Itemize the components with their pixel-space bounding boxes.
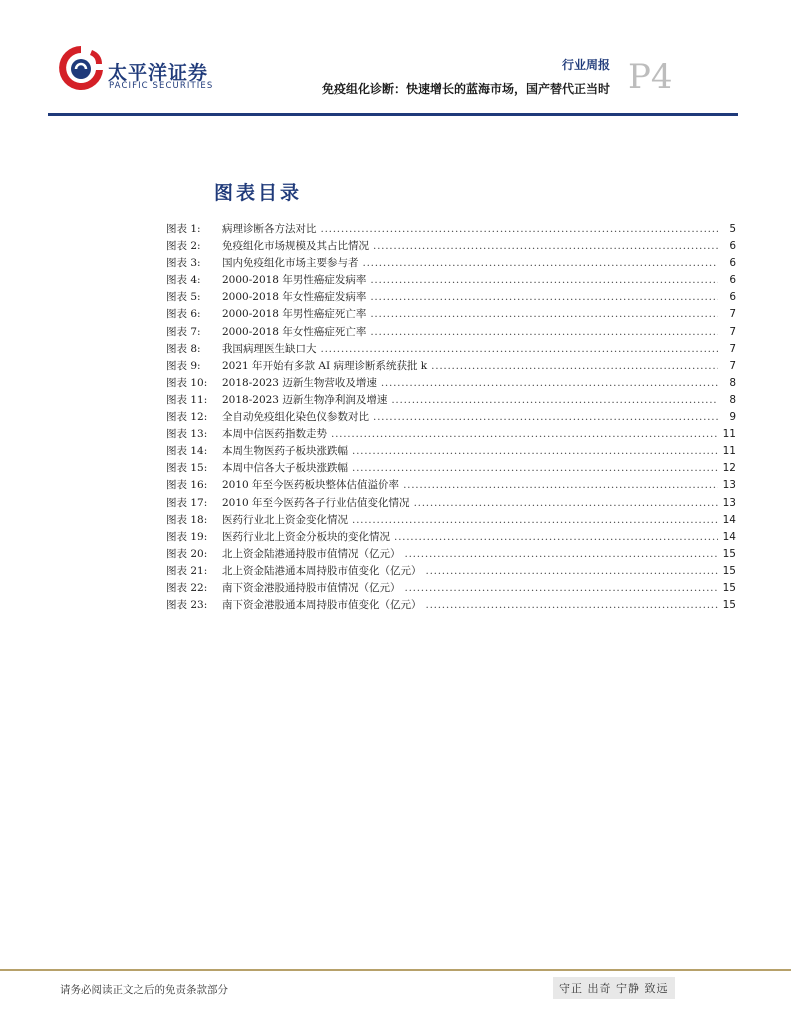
- toc-entry-title: 南下资金港股通本周持股市值变化（亿元）: [222, 599, 422, 612]
- report-type: 行业周报: [561, 58, 610, 72]
- toc-entry-title: 北上资金陆港通本周持股市值变化（亿元）: [222, 564, 422, 577]
- toc-entry-label: 图表 21:: [166, 564, 208, 577]
- toc-entry-page: 9: [729, 411, 736, 424]
- toc-entry[interactable]: [166, 477, 736, 494]
- toc-entry-page: 15: [722, 581, 736, 594]
- toc-entry-label: 图表 8:: [166, 342, 201, 355]
- page-number-mark: P4: [628, 57, 673, 97]
- toc-entry-label: 图表 19:: [166, 530, 208, 543]
- toc-entry-page: 14: [722, 530, 736, 543]
- toc-entry-label: 图表 22:: [166, 581, 208, 594]
- toc-entry-label: 图表 1:: [166, 223, 201, 235]
- toc-entry-page: 13: [722, 479, 736, 492]
- toc-leader-dots: [431, 360, 718, 372]
- toc-entry-title: 北上资金陆港通持股市值情况（亿元）: [222, 547, 401, 560]
- toc-leader-dots: [381, 377, 718, 389]
- toc-entry-title: 我国病理医生缺口大: [222, 342, 317, 355]
- toc-leader-dots: [391, 394, 718, 406]
- toc-entry[interactable]: [166, 426, 736, 443]
- toc-entry-page: 7: [729, 342, 736, 355]
- toc-entry[interactable]: [166, 443, 736, 460]
- brand-name-cn: 太平洋证券: [108, 62, 209, 84]
- report-title: 免疫组化诊断：快速增长的蓝海市场，国产替代正当时: [321, 82, 610, 96]
- toc-entry-page: 6: [729, 274, 736, 287]
- toc-entry-label: 图表 23:: [166, 599, 208, 612]
- toc-leader-dots: [331, 428, 718, 440]
- toc-entry-label: 图表 5:: [166, 291, 201, 304]
- toc-entry-label: 图表 9:: [166, 359, 201, 372]
- toc-entry-title: 本周生物医药子板块涨跌幅: [222, 445, 348, 458]
- toc-entry[interactable]: [166, 512, 736, 529]
- toc-leader-dots: [352, 514, 718, 526]
- toc-leader-dots: [321, 223, 719, 235]
- toc-leader-dots: [394, 531, 718, 543]
- toc-entry-label: 图表 7:: [166, 325, 201, 338]
- toc-entry[interactable]: [166, 375, 736, 392]
- toc-entry[interactable]: [166, 529, 736, 546]
- toc-entry-label: 图表 16:: [166, 479, 208, 492]
- toc-entry-title: 2000-2018 年女性癌症死亡率: [222, 325, 367, 338]
- toc-entry-label: 图表 4:: [166, 274, 201, 287]
- toc-entry-title: 2010 年至今医药板块整体估值溢价率: [222, 479, 400, 492]
- toc-leader-dots: [370, 274, 718, 286]
- footer-divider: [0, 969, 791, 971]
- toc-entry-title: 本周中信各大子板块涨跌幅: [222, 462, 348, 475]
- toc-entry-page: 15: [722, 564, 736, 577]
- table-of-figures: [166, 221, 736, 614]
- page-header: [0, 0, 791, 120]
- toc-entry-label: 图表 17:: [166, 496, 208, 509]
- toc-entry-title: 全自动免疫组化染色仪参数对比: [222, 411, 369, 424]
- toc-entry[interactable]: [166, 272, 736, 289]
- toc-entry-title: 南下资金港股通持股市值情况（亿元）: [222, 581, 401, 594]
- toc-entry-label: 图表 3:: [166, 257, 201, 270]
- toc-entry-title: 2021 年开始有多款 AI 病理诊断系统获批 k: [222, 359, 428, 372]
- toc-leader-dots: [403, 479, 718, 491]
- toc-entry-page: 11: [722, 428, 736, 441]
- toc-leader-dots: [426, 565, 719, 577]
- toc-leader-dots: [363, 257, 719, 269]
- toc-entry-title: 2018-2023 迈新生物营收及增速: [222, 376, 377, 389]
- toc-entry-page: 8: [729, 376, 736, 389]
- toc-entry[interactable]: [166, 306, 736, 323]
- toc-entry-title: 2000-2018 年男性癌症发病率: [222, 274, 367, 287]
- toc-entry-label: 图表 11:: [166, 393, 208, 406]
- toc-leader-dots: [405, 548, 719, 560]
- toc-entry-page: 6: [729, 257, 736, 270]
- toc-leader-dots: [321, 343, 719, 355]
- toc-entry-page: 12: [722, 462, 736, 475]
- toc-entry-label: 图表 20:: [166, 547, 208, 560]
- toc-entry[interactable]: [166, 597, 736, 614]
- toc-leader-dots: [373, 411, 718, 423]
- toc-entry-label: 图表 10:: [166, 376, 208, 389]
- toc-entry-page: 11: [722, 445, 736, 458]
- toc-entry-page: 5: [729, 223, 736, 235]
- toc-entry-title: 2000-2018 年女性癌症发病率: [222, 291, 367, 304]
- toc-entry-page: 15: [722, 547, 736, 560]
- toc-entry-label: 图表 2:: [166, 240, 201, 253]
- pacific-securities-logo: [56, 44, 106, 92]
- toc-entry[interactable]: [166, 255, 736, 272]
- toc-leader-dots: [352, 445, 718, 457]
- toc-entry[interactable]: [166, 392, 736, 409]
- toc-entry-page: 7: [729, 308, 736, 321]
- toc-entry-title: 本周中信医药指数走势: [222, 428, 327, 441]
- toc-heading: 图表目录: [214, 182, 303, 204]
- toc-leader-dots: [352, 462, 718, 474]
- toc-entry-page: 13: [722, 496, 736, 509]
- toc-leader-dots: [373, 240, 718, 252]
- toc-entry-title: 医药行业北上资金分板块的变化情况: [222, 530, 390, 543]
- toc-entry[interactable]: [166, 495, 736, 512]
- toc-entry[interactable]: [166, 341, 736, 358]
- toc-entry-page: 8: [729, 393, 736, 406]
- toc-entry-title: 2000-2018 年男性癌症死亡率: [222, 308, 367, 321]
- toc-entry-page: 6: [729, 291, 736, 304]
- footer-motto: 守正 出奇 宁静 致远: [553, 977, 675, 999]
- toc-entry-title: 国内免疫组化市场主要参与者: [222, 257, 359, 270]
- toc-entry[interactable]: [166, 221, 736, 238]
- toc-leader-dots: [426, 599, 719, 611]
- toc-entry-label: 图表 13:: [166, 428, 208, 441]
- toc-entry-title: 病理诊断各方法对比: [222, 223, 317, 235]
- toc-entry[interactable]: [166, 324, 736, 341]
- toc-entry[interactable]: [166, 238, 736, 255]
- toc-entry-title: 2010 年至今医药各子行业估值变化情况: [222, 496, 410, 509]
- toc-leader-dots: [370, 326, 718, 338]
- toc-entry[interactable]: [166, 546, 736, 563]
- toc-entry[interactable]: [166, 563, 736, 580]
- toc-entry-label: 图表 6:: [166, 308, 201, 321]
- toc-entry-label: 图表 14:: [166, 445, 208, 458]
- toc-entry-page: 7: [729, 325, 736, 338]
- toc-leader-dots: [414, 497, 718, 509]
- footer-disclaimer: 请务必阅读正文之后的免责条款部分: [60, 984, 228, 996]
- toc-entry[interactable]: [166, 460, 736, 477]
- toc-entry[interactable]: [166, 358, 736, 375]
- header-divider: [48, 113, 738, 116]
- toc-entry[interactable]: [166, 289, 736, 306]
- toc-leader-dots: [370, 291, 718, 303]
- toc-leader-dots: [370, 308, 718, 320]
- toc-leader-dots: [405, 582, 719, 594]
- toc-entry-label: 图表 15:: [166, 462, 208, 475]
- toc-entry-label: 图表 12:: [166, 411, 208, 424]
- brand-name-en: PACIFIC SECURITIES: [109, 81, 214, 91]
- toc-entry-page: 14: [722, 513, 736, 526]
- toc-entry-page: 7: [729, 359, 736, 372]
- toc-entry-title: 2018-2023 迈新生物净利润及增速: [222, 393, 388, 406]
- toc-entry-page: 6: [729, 240, 736, 253]
- toc-entry-label: 图表 18:: [166, 513, 208, 526]
- toc-entry[interactable]: [166, 580, 736, 597]
- toc-entry[interactable]: [166, 409, 736, 426]
- toc-entry-title: 免疫组化市场规模及其占比情况: [222, 240, 369, 253]
- toc-entry-title: 医药行业北上资金变化情况: [222, 513, 348, 526]
- toc-entry-page: 15: [722, 599, 736, 612]
